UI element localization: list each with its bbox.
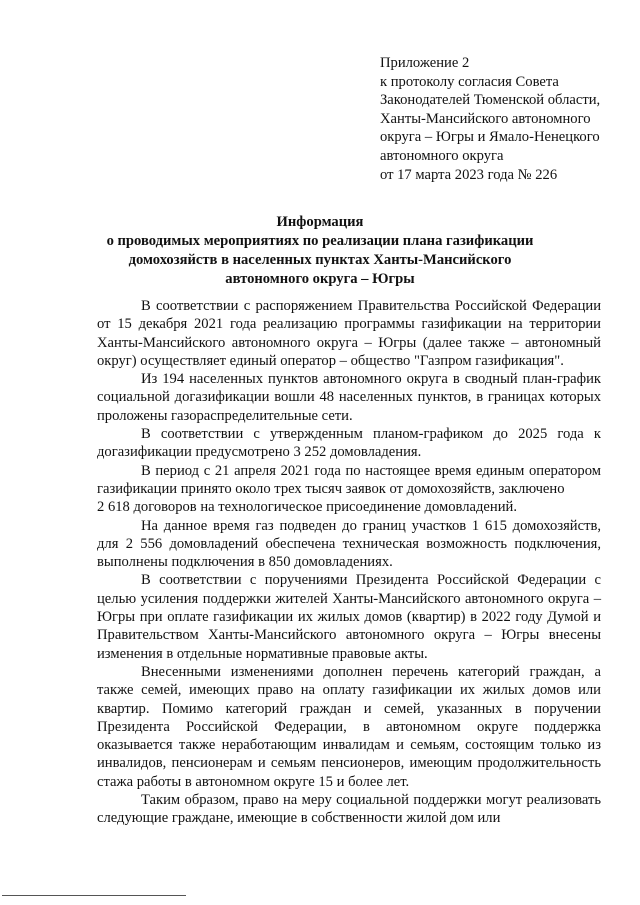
body-paragraph: В соответствии с распоряжением Правительства Российской Федерации от 15 декабря 2021 года реализацию программы газификации на территории Ханты-Мансийского автономного округа – Югры (далее также – автономный округ) осуществляет единый оператор – общество "Газпром газификация". [97, 298, 601, 369]
body-paragraph: В соответствии с утвержденным планом-графиком до 2025 года к догазификации предусмотрено 3 252 домовладения. [97, 426, 601, 461]
appendix-line: от 17 марта 2023 года № 226 [380, 166, 558, 183]
heading-title: Информация [276, 214, 364, 230]
body-paragraph: В соответствии с поручениями Президента Российской Федерации с целью усиления поддержки жителей Ханты-Мансийского автономного округа – Югры при оплате газификации их жилых домов (квартир) в 2022 году Думой и Правительством Ханты-Мансийского автономного округа – Югры внесены изменения в отдельные нормативные правовые акты. [97, 572, 601, 662]
body-paragraph: В период с 21 апреля 2021 года по настоящее время единым оператором газификации принято около трех тысяч заявок от домохозяйств, заключено [97, 462, 601, 497]
body-paragraph: 2 618 договоров на технологическое присоединение домовладений. [97, 499, 517, 516]
heading-subtitle-line: автономного округа – Югры [225, 271, 415, 287]
body-paragraph: На данное время газ подведен до границ участков 1 615 домохозяйств, для 2 556 домовладений обеспечена техническая возможность подключения, выполнены подключения в 850 домовладениях. [97, 517, 601, 571]
appendix-line: округа – Югры и Ямало-Ненецкого [380, 129, 600, 146]
body-paragraph: Внесенными изменениями дополнен перечень категорий граждан, а также семей, имеющих право на оплату газификации их жилых домов или квартир. Помимо категорий граждан и семей, указанных в поручении Президента Российской Федерации, в автономном округе поддержка оказывается также неработающим инвалидам и семьям, состоящим только из инвалидов, пенсионерам и семьям пенсионеров, имеющим продолжительность стажа работы в автономном округе 15 и более лет. [97, 663, 601, 790]
body-paragraph: Из 194 населенных пунктов автономного округа в сводный план-график социальной догазификации вошли 48 населенных пунктов, в границах которых проложены газораспределительные сети. [97, 371, 601, 424]
appendix-line: Законодателей Тюменской области, [380, 92, 601, 109]
document-heading [0, 213, 640, 289]
appendix-line: к протоколу согласия Совета [380, 73, 559, 90]
appendix-note [380, 54, 630, 184]
document-body [97, 297, 601, 828]
appendix-line: Ханты-Мансийского автономного [380, 110, 591, 127]
heading-subtitle-line: о проводимых мероприятиях по реализации плана газификации [106, 233, 534, 249]
appendix-line: автономного округа [380, 147, 504, 164]
footer-divider [2, 895, 186, 896]
heading-subtitle-line: домохозяйств в населенных пунктах Ханты-Мансийского [128, 252, 512, 268]
appendix-line: Приложение 2 [380, 55, 470, 71]
body-paragraph: Таким образом, право на меру социальной поддержки могут реализовать следующие граждане, имеющие в собственности жилой дом или [97, 792, 601, 827]
